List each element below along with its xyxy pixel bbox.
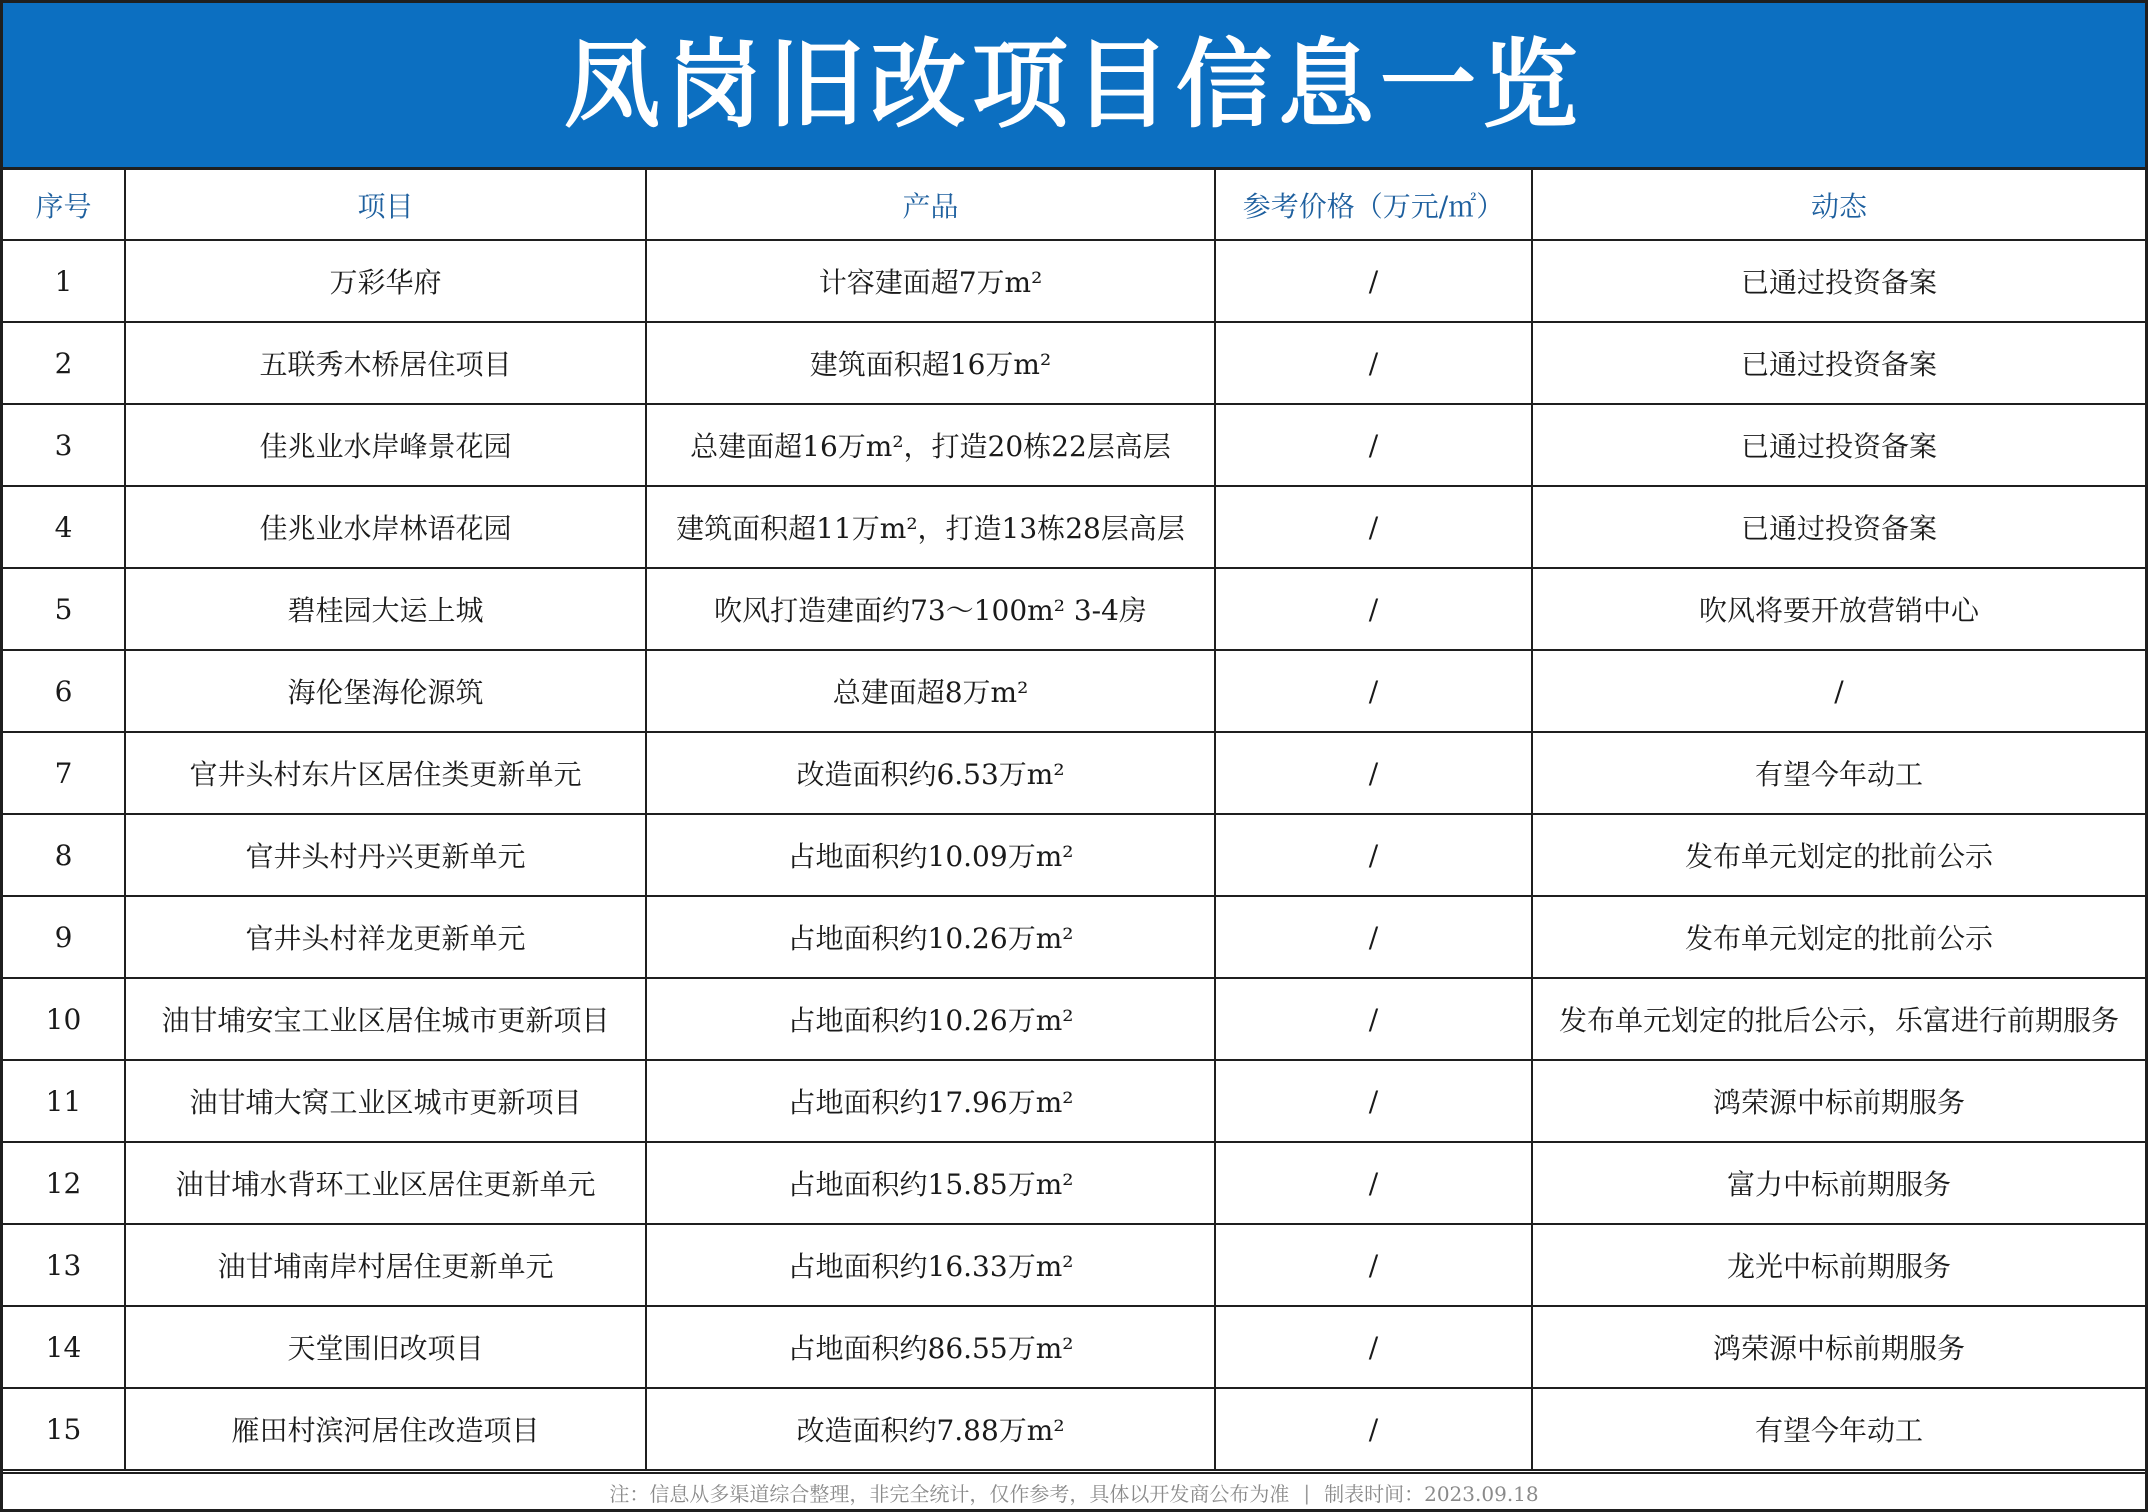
cell-status: 已通过投资备案 [1532,240,2145,322]
cell-status: 发布单元划定的批前公示 [1532,814,2145,896]
cell-product: 改造面积约7.88万m² [646,1388,1215,1470]
table-row [3,650,2145,732]
cell-product: 占地面积约10.09万m² [646,814,1215,896]
cell-index: 7 [3,732,125,814]
cell-status: 富力中标前期服务 [1532,1142,2145,1224]
cell-price: / [1215,650,1532,732]
cell-status: 已通过投资备案 [1532,404,2145,486]
cell-product: 计容建面超7万m² [646,240,1215,322]
cell-price: / [1215,732,1532,814]
cell-product: 建筑面积超16万m² [646,322,1215,404]
footer-note [3,1472,2145,1511]
cell-status: 有望今年动工 [1532,732,2145,814]
cell-index: 8 [3,814,125,896]
cell-price: / [1215,978,1532,1060]
cell-project: 海伦堡海伦源筑 [125,650,646,732]
cell-project: 天堂围旧改项目 [125,1306,646,1388]
cell-price: / [1215,240,1532,322]
cell-price: / [1215,1060,1532,1142]
cell-index: 4 [3,486,125,568]
cell-price: / [1215,568,1532,650]
table-row [3,1306,2145,1388]
footer-disclaimer: 注：信息从多渠道综合整理，非完全统计，仅作参考，具体以开发商公布为准 [609,1482,1290,1506]
cell-index: 6 [3,650,125,732]
cell-product: 总建面超8万m² [646,650,1215,732]
cell-index: 9 [3,896,125,978]
cell-index: 14 [3,1306,125,1388]
cell-index: 2 [3,322,125,404]
cell-project: 五联秀木桥居住项目 [125,322,646,404]
table-row [3,732,2145,814]
cell-status: 吹风将要开放营销中心 [1532,568,2145,650]
table-row [3,1060,2145,1142]
header-product: 产品 [646,170,1215,240]
cell-index: 15 [3,1388,125,1470]
cell-project: 油甘埔南岸村居住更新单元 [125,1224,646,1306]
cell-product: 改造面积约6.53万m² [646,732,1215,814]
table-row [3,404,2145,486]
cell-status: 发布单元划定的批后公示，乐富进行前期服务 [1532,978,2145,1060]
table-row [3,240,2145,322]
cell-product: 占地面积约16.33万m² [646,1224,1215,1306]
cell-product: 占地面积约10.26万m² [646,978,1215,1060]
table-row [3,814,2145,896]
header-project: 项目 [125,170,646,240]
cell-index: 10 [3,978,125,1060]
cell-project: 万彩华府 [125,240,646,322]
cell-product: 占地面积约15.85万m² [646,1142,1215,1224]
table-row [3,978,2145,1060]
cell-index: 5 [3,568,125,650]
cell-project: 油甘埔大窝工业区城市更新项目 [125,1060,646,1142]
cell-price: / [1215,814,1532,896]
cell-product: 占地面积约17.96万m² [646,1060,1215,1142]
header-status: 动态 [1532,170,2145,240]
cell-project: 碧桂园大运上城 [125,568,646,650]
cell-price: / [1215,1142,1532,1224]
cell-price: / [1215,322,1532,404]
cell-index: 11 [3,1060,125,1142]
cell-price: / [1215,404,1532,486]
cell-product: 总建面超16万m²，打造20栋22层高层 [646,404,1215,486]
cell-status: 有望今年动工 [1532,1388,2145,1470]
page-title: 凤岗旧改项目信息一览 [564,28,1584,141]
cell-index: 3 [3,404,125,486]
cell-price: / [1215,1306,1532,1388]
table-row [3,486,2145,568]
cell-project: 油甘埔安宝工业区居住城市更新项目 [125,978,646,1060]
header-price: 参考价格（万元/㎡） [1215,170,1532,240]
cell-status: 鸿荣源中标前期服务 [1532,1060,2145,1142]
cell-project: 官井头村祥龙更新单元 [125,896,646,978]
footer-separator: | [1303,1480,1311,1505]
cell-product: 建筑面积超11万m²，打造13栋28层高层 [646,486,1215,568]
cell-price: / [1215,896,1532,978]
cell-project: 雁田村滨河居住改造项目 [125,1388,646,1470]
cell-project: 官井头村丹兴更新单元 [125,814,646,896]
title-banner [3,3,2145,170]
table-row [3,1224,2145,1306]
cell-project: 佳兆业水岸峰景花园 [125,404,646,486]
table-row [3,322,2145,404]
table-row [3,1142,2145,1224]
cell-status: 发布单元划定的批前公示 [1532,896,2145,978]
cell-project: 佳兆业水岸林语花园 [125,486,646,568]
footer-made-time: 制表时间：2023.09.18 [1324,1482,1539,1506]
cell-product: 吹风打造建面约73～100m² 3-4房 [646,568,1215,650]
cell-status: 已通过投资备案 [1532,322,2145,404]
project-table [3,170,2145,1471]
cell-price: / [1215,486,1532,568]
cell-project: 官井头村东片区居住类更新单元 [125,732,646,814]
cell-price: / [1215,1224,1532,1306]
cell-product: 占地面积约10.26万m² [646,896,1215,978]
table-row [3,568,2145,650]
cell-price: / [1215,1388,1532,1470]
cell-status: 龙光中标前期服务 [1532,1224,2145,1306]
cell-status: / [1532,650,2145,732]
cell-index: 13 [3,1224,125,1306]
cell-index: 1 [3,240,125,322]
cell-product: 占地面积约86.55万m² [646,1306,1215,1388]
cell-project: 油甘埔水背环工业区居住更新单元 [125,1142,646,1224]
header-index: 序号 [3,170,125,240]
table-header-row [3,170,2145,240]
table-row [3,896,2145,978]
cell-index: 12 [3,1142,125,1224]
table-row [3,1388,2145,1470]
cell-status: 鸿荣源中标前期服务 [1532,1306,2145,1388]
cell-status: 已通过投资备案 [1532,486,2145,568]
